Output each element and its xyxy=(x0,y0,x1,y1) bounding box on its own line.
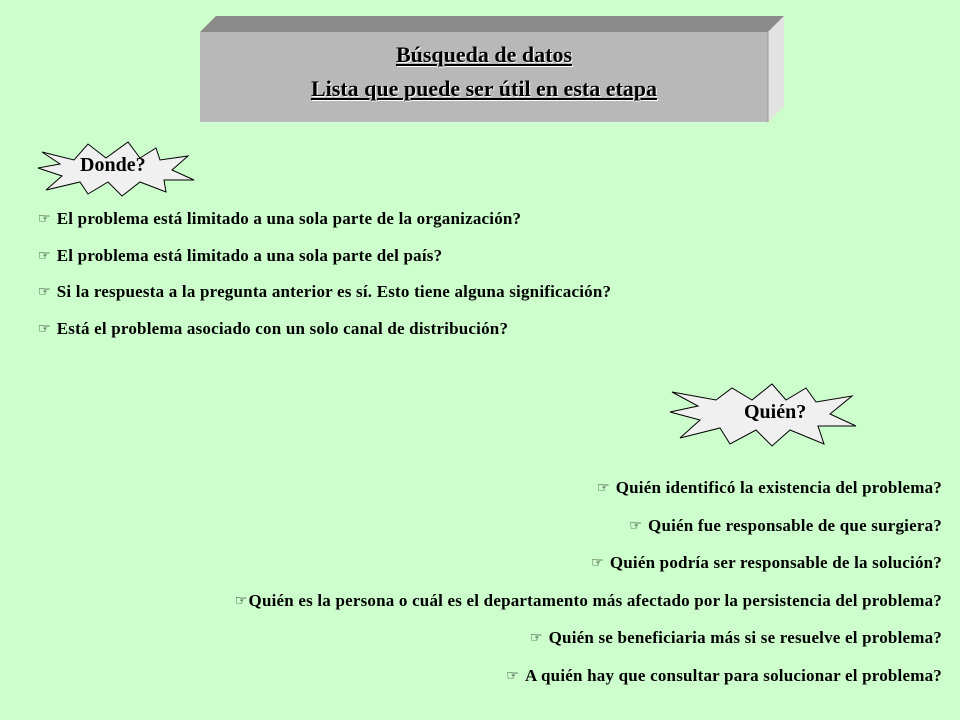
list-item xyxy=(38,209,611,246)
where-question-list xyxy=(38,209,611,356)
list-item-text: Está el problema asociado con un solo canal de distribución? xyxy=(56,319,509,339)
list-item xyxy=(38,319,611,356)
list-item-text: A quién hay que consultar para solucionar el problema? xyxy=(525,665,942,685)
pointing-hand-icon: ☞ xyxy=(629,517,643,534)
title-line-2: Lista que puede ser útil en esta etapa xyxy=(310,76,658,101)
pointing-hand-icon: ☞ xyxy=(38,247,51,264)
list-item xyxy=(235,591,942,629)
list-item-text: Quién se beneficiaria más si se resuelve el problema? xyxy=(548,628,942,647)
pointing-hand-icon: ☞ xyxy=(38,211,51,227)
pointing-hand-icon: ☞ xyxy=(38,321,51,338)
list-item xyxy=(235,666,942,704)
list-item-text: Quién fue responsable de que surgiera? xyxy=(648,515,942,535)
list-item-text: Quién identificó la existencia del problema? xyxy=(615,478,942,497)
title-line-1: Búsqueda de datos xyxy=(395,42,573,67)
where-label: Donde? xyxy=(80,154,146,176)
list-item-text: Quién podría ser responsable de la solución? xyxy=(609,553,942,572)
list-item-text: El problema está limitado a una sola parte del país? xyxy=(56,245,443,265)
pointing-hand-icon: ☞ xyxy=(529,630,543,646)
pointing-hand-icon: ☞ xyxy=(38,284,51,301)
pointing-hand-icon: ☞ xyxy=(591,555,604,571)
who-question-list xyxy=(235,478,942,703)
list-item xyxy=(235,478,942,516)
list-item xyxy=(235,516,942,554)
list-item-text: Quién es la persona o cuál es el departamento más afectado por la persistencia del problema? xyxy=(248,590,942,610)
list-item xyxy=(235,553,942,591)
who-label: Quién? xyxy=(744,401,807,423)
pointing-hand-icon: ☞ xyxy=(234,592,248,609)
page-title xyxy=(200,38,768,106)
who-starburst xyxy=(668,382,858,448)
where-starburst xyxy=(36,140,196,198)
list-item-text: El problema está limitado a una sola parte de la organización? xyxy=(56,209,522,228)
title-box xyxy=(200,16,784,122)
list-item xyxy=(38,282,611,319)
list-item xyxy=(38,246,611,283)
pointing-hand-icon: ☞ xyxy=(506,667,520,684)
list-item-text: Si la respuesta a la pregunta anterior es sí. Esto tiene alguna significación? xyxy=(56,282,612,302)
list-item xyxy=(235,628,942,666)
pointing-hand-icon: ☞ xyxy=(596,480,610,496)
